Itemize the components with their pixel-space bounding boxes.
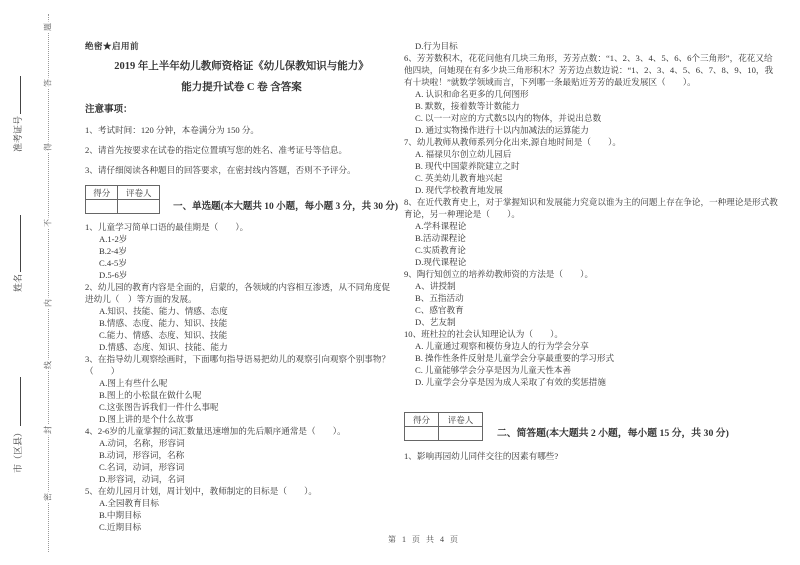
seal-char: 不	[43, 219, 53, 227]
q4-opt-c: C.名词，动词，形容词	[99, 462, 185, 472]
q1-opt-a: A.1-2岁	[99, 234, 128, 244]
q1-text: 1、儿童学习简单口语的最佳期是（ ）。	[85, 222, 249, 232]
name-label: 姓名	[13, 273, 23, 292]
grader-cell-empty	[439, 427, 483, 441]
q7-opt-b: B. 现代中国蒙养院建立之时	[415, 161, 520, 171]
q1-opt-b: B.2-4岁	[99, 246, 127, 256]
city-district-blank	[12, 377, 21, 426]
q2-opt-a: A.知识、技能、能力、情感、态度	[99, 306, 228, 316]
q6-opt-c: C. 以一一对应的方式数5以内的物体，并说出总数	[415, 113, 602, 123]
q8-opt-c: C.实质教育论	[415, 245, 466, 255]
q7-opt-a: A. 福禄贝尔创立幼儿园后	[415, 149, 512, 159]
grader-label: 评卷人	[439, 413, 483, 427]
q4-text: 4、2-6岁的儿童掌握的词汇数量迅速增加的先后顺序通常是（ ）。	[85, 426, 346, 436]
score-label: 得分	[405, 413, 439, 427]
q2-opt-b: B.情感、态度、能力、知识、技能	[99, 318, 228, 328]
q6-opt-d: D. 通过实物操作进行十以内加减法的运算能力	[415, 125, 589, 135]
q5-opt-b: B.中期目标	[99, 510, 142, 520]
q5-opt-d: D.行为目标	[415, 41, 458, 51]
section2-q1-text: 1、影响再园幼儿同伴交往的因素有哪些?	[404, 451, 559, 461]
page-number-footer: 第 1 页 共 4 页	[388, 535, 460, 544]
q5-text: 5、在幼儿园月计划，周计划中，教师制定的目标是（ ）。	[85, 486, 318, 496]
q9-text: 9、陶行知创立的培养幼教师资的方法是（ ）。	[404, 269, 594, 279]
q7-text: 7、幼儿教师从教师系列分化出来,源自地时间是（ ）。	[404, 137, 621, 147]
name-field	[11, 215, 25, 292]
exam-number-blank	[12, 76, 21, 114]
right-column	[404, 40, 778, 462]
section1-questions-left	[85, 221, 398, 533]
q6-text: 6、芳芳数积木，花花问他有几块三角形，芳芳点数：“1、2、3、4、5、6、6个三角形”，花花又给他四块，问她现在有多少块三角形积木？芳芳边点数边说：“1、2、3、4、5、6、7、8、9、10，我有十块啦！”就数学领域而言，下列哪一条最贴近芳芳的最近发展区（ ）。	[404, 53, 774, 87]
q10-opt-b: B. 操作性条件反射是儿童学会分享最重要的学习形式	[415, 353, 615, 363]
score-label: 得分	[86, 186, 118, 200]
q9-opt-b: B、五指活动	[415, 293, 464, 303]
q5-opt-a: A.全园教育目标	[99, 498, 159, 508]
q2-opt-c: C.能力、情感、态度、知识、技能	[99, 330, 228, 340]
q4-opt-b: B.动词，形容词，名称	[99, 450, 185, 460]
score-table	[404, 412, 483, 441]
q10-opt-d: D. 儿童学会分享是因为成人采取了有效的奖惩措施	[415, 377, 606, 387]
q3-opt-a: A.图上有些什么呢	[99, 378, 168, 388]
q9-opt-c: C、感官教育	[415, 305, 464, 315]
section2-heading: 二、简答题(本大题共 2 小题，每小题 15 分，共 30 分)	[497, 428, 729, 439]
seal-char: 答	[43, 79, 53, 87]
q10-text: 10、班杜拉的社会认知理论认为（ ）。	[404, 329, 563, 339]
grader-label: 评卷人	[118, 186, 160, 200]
city-district-label: 市（区县）	[13, 427, 23, 473]
q4-opt-a: A.动词，名称，形容词	[99, 438, 185, 448]
q3-opt-b: B.图上的小松鼠在做什么呢	[99, 390, 202, 400]
score-cell-empty	[86, 200, 118, 214]
notice-heading: 注意事项：	[85, 105, 133, 115]
seal-char: 内	[43, 299, 53, 307]
q3-opt-c: C.这张图告诉我们一件什么事呢	[99, 402, 219, 412]
seal-char: 封	[43, 426, 53, 434]
name-blank	[12, 215, 21, 272]
q2-text: 2、幼儿园的教育内容是全面的，启蒙的，各领域的内容相互渗透，从不同角度促进幼儿（ ）等方面的发展。	[85, 282, 391, 304]
q3-opt-d: D.图上讲的是个什么故事	[99, 414, 194, 424]
classification-label: 绝密★启用前	[85, 41, 140, 51]
section1-heading: 一、单选题(本大题共 10 小题，每小题 3 分，共 30 分)	[173, 202, 398, 212]
q9-opt-a: A、讲授制	[415, 281, 456, 291]
q9-opt-d: D、艺友制	[415, 317, 456, 327]
score-cell-empty	[405, 427, 439, 441]
left-column	[85, 40, 398, 533]
paper-title-line1: 2019 年上半年幼儿教师资格证《幼儿保教知识与能力》	[114, 61, 369, 72]
exam-number-field	[11, 76, 25, 152]
q6-opt-a: A. 认识和命名更多的几何图形	[415, 89, 529, 99]
q8-opt-a: A.学科课程论	[415, 221, 467, 231]
q10-opt-c: C. 儿童能够学会分享是因为儿童天性本善	[415, 365, 572, 375]
paper-title-line2: 能力提升试卷 C 卷 含答案	[181, 82, 302, 93]
notice-item-2: 2、请首先按要求在试卷的指定位置填写您的姓名、准考证号等信息。	[85, 145, 348, 155]
seal-char: 得	[43, 143, 53, 151]
q8-opt-d: D.现代课程论	[415, 257, 467, 267]
score-box-section2	[404, 412, 778, 441]
seal-char: 密	[43, 493, 53, 501]
q4-opt-d: D.形容词，动词，名词	[99, 474, 185, 484]
q8-opt-b: B.活动课程论	[415, 233, 466, 243]
city-district-field	[11, 377, 25, 473]
q2-opt-d: D.情感、态度、知识、技能、能力	[99, 342, 228, 352]
notice-item-3: 3、请仔细阅读各种题目的回答要求，在密封线内答题，否则不予评分。	[85, 165, 356, 175]
q5-opt-c: C.近期目标	[99, 522, 142, 532]
grader-cell-empty	[118, 200, 160, 214]
score-box-section1	[85, 185, 398, 214]
q3-text: 3、在指导幼儿观察绘画时，下面哪句指导语易把幼儿的观察引向观察个别事物？（ ）	[85, 354, 391, 376]
q8-text: 8、在近代教育史上，对于掌握知识和发展能力究竟以谁为主的问题上存在争论，一种理论是形式教育论，另一种理论是（ ）。	[404, 197, 778, 219]
q7-opt-c: C. 英美幼儿教育地兴起	[415, 173, 503, 183]
seal-char: 题	[43, 23, 53, 31]
q10-opt-a: A. 儿童通过观察和模仿身边人的行为学会分享	[415, 341, 589, 351]
q7-opt-d: D. 现代学校教育地发展	[415, 185, 503, 195]
q6-opt-b: B. 默数，接着数等计数能力	[415, 101, 520, 111]
q1-opt-d: D.5-6岁	[99, 270, 128, 280]
score-table	[85, 185, 160, 214]
seal-dashed-line	[48, 14, 49, 552]
notice-item-1: 1、考试时间：120 分钟，本卷满分为 150 分。	[85, 125, 260, 135]
q1-opt-c: C.4-5岁	[99, 258, 127, 268]
exam-number-label: 准考证号	[13, 115, 23, 152]
seal-char: 线	[43, 361, 53, 369]
